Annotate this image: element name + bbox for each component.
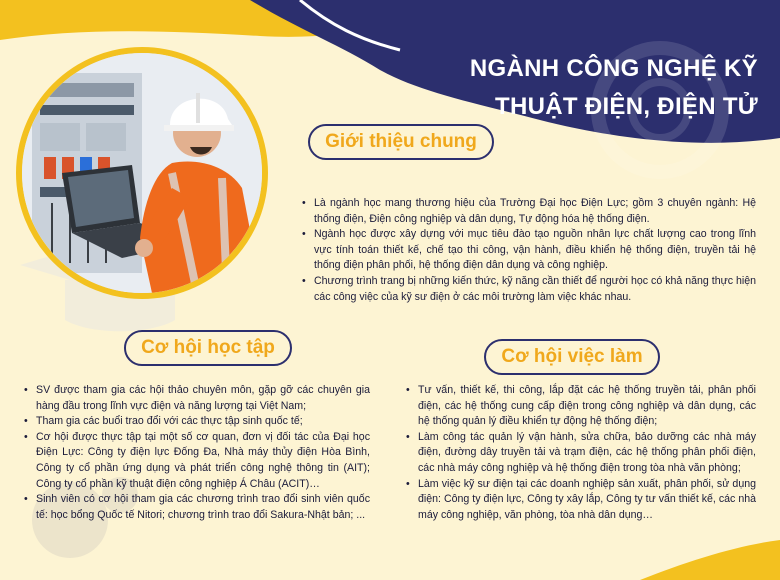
list-item: • SV được tham gia các hội thảo chuyên môn, gặp gỡ các chuyên gia hàng đầu trong lĩnh vực điện và năng lượng tại Việt Nam; bbox=[22, 383, 370, 414]
jobs-heading-pill bbox=[484, 339, 660, 375]
list-item: • Cơ hội được thực tập tại một số cơ quan, đơn vị đối tác của Đại học Điện Lực: Công ty điện lực Đống Đa, Nhà máy thủy điện Hòa Bình, Công ty cổ phần ứng dụng và phát triển công nghệ thông tin (AIT); Công ty cổ phần kỹ thuật điện công nghiệp Á Châu (ACIT)… bbox=[22, 430, 370, 492]
intro-list bbox=[300, 196, 756, 305]
bottom-yellow-corner bbox=[640, 540, 780, 580]
jobs-heading: Cơ hội việc làm bbox=[501, 346, 643, 367]
title-line-1: NGÀNH CÔNG NGHỆ KỸ bbox=[469, 55, 758, 82]
list-item: • Là ngành học mang thương hiệu của Trường Đại học Điện Lực; gồm 3 chuyên ngành: Hệ thống điện, Điện công nghiệp và dân dụng, Tự động hóa hệ thống điện. bbox=[300, 196, 756, 227]
list-item: • Ngành học được xây dựng với mục tiêu đào tạo nguồn nhân lực chất lượng cao trong lĩnh vực tính toán thiết kế, chế tạo thi công, vận hành, điều khiển hệ thống điện, truyền tải hệ thống điện phân phối, hệ thống điện dân dụng và công nghiệp. bbox=[300, 227, 756, 274]
list-item: • Chương trình trang bị những kiến thức, kỹ năng cần thiết để người học có khả năng thực hiện các công việc của kỹ sư điện ở các môi trường làm việc khác nhau. bbox=[300, 274, 756, 305]
list-item: • Làm công tác quản lý vận hành, sửa chữa, bảo dưỡng các nhà máy điện, đường dây truyền tải và trạm điện, các hệ thống phân phối điện, các nhà máy công nghiệp và hệ thống điện trong tòa nhà văn phòng; bbox=[404, 430, 756, 477]
intro-heading: Giới thiệu chung bbox=[325, 131, 477, 152]
jobs-list bbox=[404, 383, 756, 523]
list-item: • Tư vấn, thiết kế, thi công, lắp đặt các hệ thống truyền tải, phân phối điện, các hệ thống cung cấp điện trong công nghiệp và dân dụng, các hệ thống quản lý điều khiển tự động hệ thống điện; bbox=[404, 383, 756, 430]
page-title bbox=[418, 50, 758, 126]
title-line-2: THUẬT ĐIỆN, ĐIỆN TỬ bbox=[495, 93, 758, 120]
engineer-with-laptop-photo-icon bbox=[22, 53, 262, 293]
list-item: • Tham gia các buổi trao đổi với các thực tập sinh quốc tế; bbox=[22, 414, 370, 430]
engineer-photo bbox=[16, 47, 268, 299]
intro-heading-pill bbox=[308, 124, 494, 160]
list-item: • Sinh viên có cơ hội tham gia các chương trình trao đổi sinh viên quốc tế: học bổng Quốc tế Nitori; chương trình trao đổi Sakura-Nhật bản; ... bbox=[22, 492, 370, 523]
study-heading: Cơ hội học tập bbox=[141, 337, 275, 358]
study-heading-pill bbox=[124, 330, 292, 366]
list-item: • Làm việc kỹ sư điện tại các doanh nghiệp sản xuất, phân phối, sử dụng điện: Công ty điện lực, Công ty xây lắp, Công ty tư vấn thiết kế, các nhà máy công nghiệp, văn phòng, tòa nhà dân dụng… bbox=[404, 477, 756, 524]
study-list bbox=[22, 383, 370, 523]
